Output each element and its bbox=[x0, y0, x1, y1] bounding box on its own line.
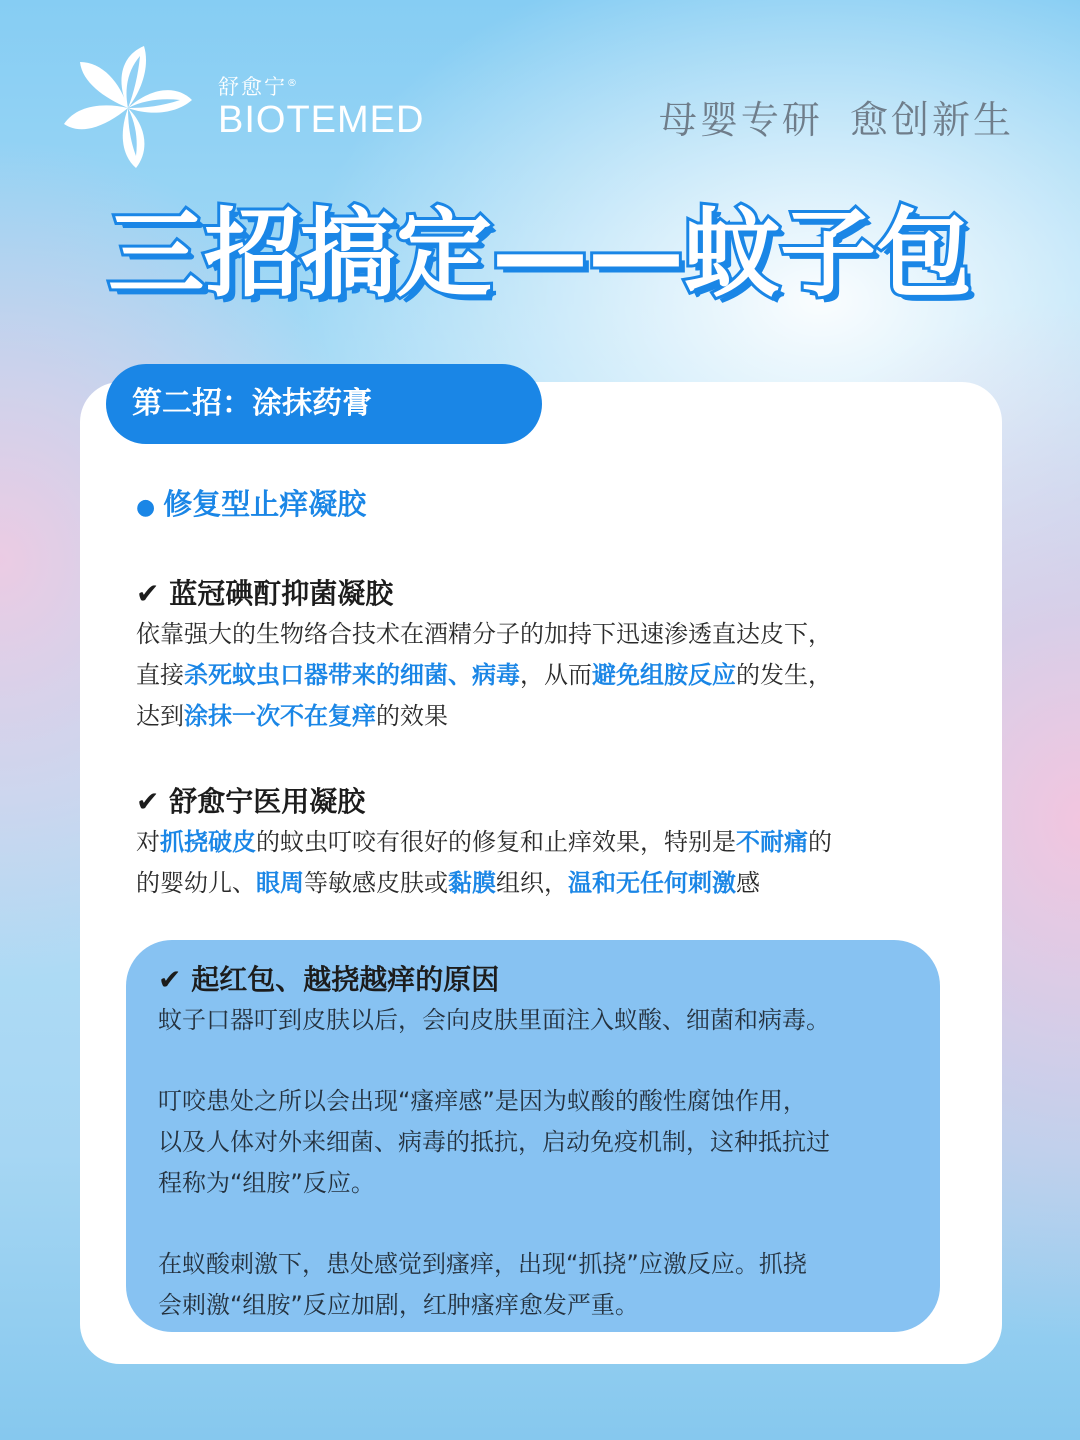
body-line: 直接杀死蚊虫口器带来的细菌、病毒，从而避免组胺反应的发生， bbox=[136, 661, 832, 689]
section-body bbox=[136, 822, 936, 904]
info-paragraph: 在蚁酸刺激下，患处感觉到瘙痒，出现“抓挠”应激反应。抓挠 会刺激“组胺”反应加剧，红肿瘙痒愈发严重。 bbox=[158, 1250, 807, 1319]
highlight-text: 避免组胺反应 bbox=[592, 661, 736, 689]
info-paragraph: 叮咬患处之所以会出现“瘙痒感”是因为蚁酸的酸性腐蚀作用， 以及人体对外来细菌、病毒的抵抗，启动免疫机制，这种抵抗过 程称为“组胺”反应。 bbox=[158, 1087, 830, 1197]
brand-block bbox=[218, 72, 424, 141]
brand-name-cn: 舒愈宁® bbox=[218, 75, 299, 99]
highlight-text: 涂抹一次不在复痒 bbox=[184, 702, 376, 730]
section-title: ✔ 蓝冠碘酊抑菌凝胶 bbox=[136, 577, 394, 610]
info-box bbox=[126, 940, 940, 1332]
body-line: 依靠强大的生物络合技术在酒精分子的加持下迅速渗透直达皮下， bbox=[136, 620, 832, 648]
subhead bbox=[136, 484, 366, 528]
body-line: 的婴幼儿、眼周等敏感皮肤或黏膜组织，温和无任何刺激感 bbox=[136, 869, 760, 897]
section-title: ✔ 舒愈宁医用凝胶 bbox=[136, 785, 366, 818]
flower-logo-icon bbox=[58, 42, 198, 174]
page-title: 三招搞定——蚊子包 bbox=[108, 198, 972, 310]
step-tab: 第二招：涂抹药膏 bbox=[106, 364, 542, 444]
highlight-text: 杀死蚊虫口器带来的细菌、病毒 bbox=[184, 661, 520, 689]
highlight-text: 黏膜 bbox=[448, 869, 496, 897]
highlight-text: 温和无任何刺激 bbox=[568, 869, 736, 897]
body-line: 对抓挠破皮的蚊虫叮咬有很好的修复和止痒效果，特别是不耐痛的 bbox=[136, 828, 832, 856]
brand-name-en: BIOTEMED bbox=[218, 99, 425, 141]
section-body bbox=[136, 614, 936, 737]
highlight-text: 眼周 bbox=[256, 869, 304, 897]
highlight-text: 不耐痛 bbox=[736, 828, 808, 856]
product-section-1 bbox=[136, 574, 936, 737]
product-section-2 bbox=[136, 782, 936, 904]
bullet-icon: ● bbox=[136, 495, 156, 520]
slogan: 母婴专研 愈创新生 bbox=[658, 98, 1014, 142]
body-line: 达到涂抹一次不在复痒的效果 bbox=[136, 702, 448, 730]
highlight-text: 抓挠破皮 bbox=[160, 828, 256, 856]
subhead-text: 修复型止痒凝胶 bbox=[163, 487, 367, 521]
info-paragraph: 蚊子口器叮到皮肤以后，会向皮肤里面注入蚁酸、细菌和病毒。 bbox=[158, 1006, 830, 1034]
info-title: ✔ 起红包、越挠越痒的原因 bbox=[158, 963, 500, 996]
